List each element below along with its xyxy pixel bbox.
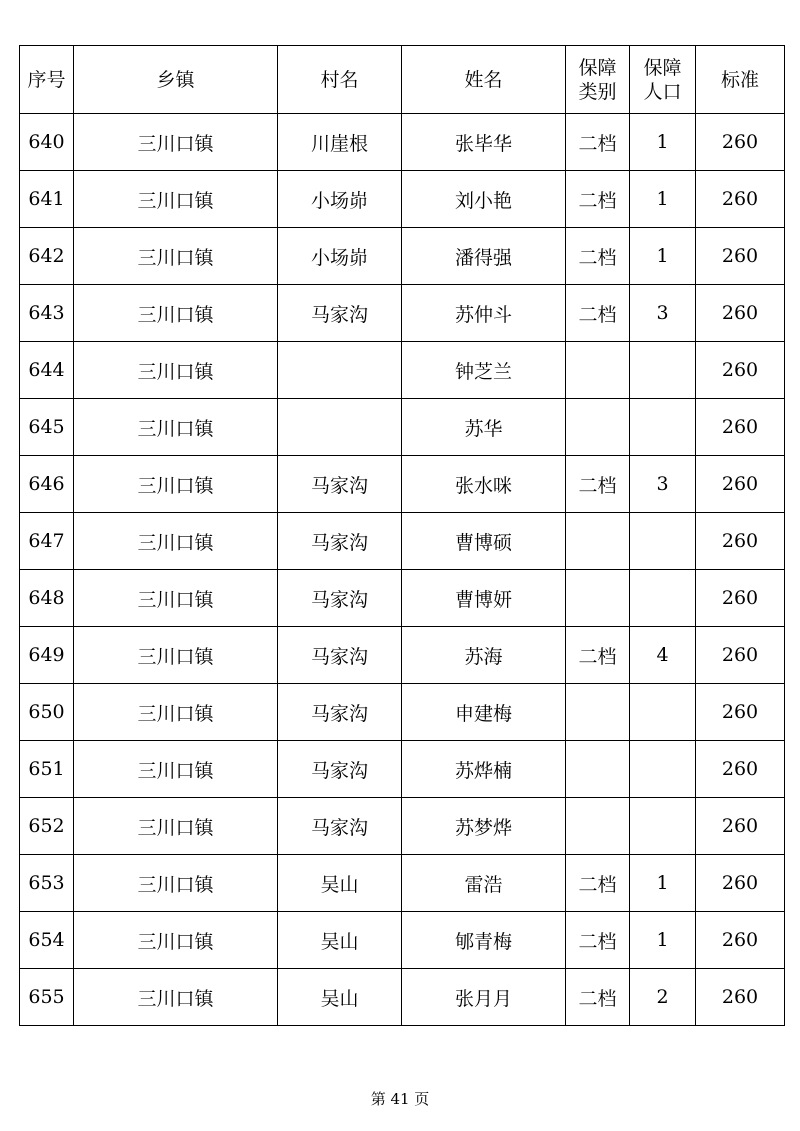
cell-category: 二档	[566, 228, 630, 285]
cell-township: 三川口镇	[74, 627, 278, 684]
cell-name: 苏华	[402, 399, 566, 456]
cell-standard: 260	[696, 684, 785, 741]
table-body	[20, 114, 785, 1026]
header-category-label: 保障类别	[578, 56, 617, 103]
cell-village: 吴山	[278, 912, 402, 969]
table-row	[20, 855, 785, 912]
cell-standard: 260	[696, 342, 785, 399]
cell-standard: 260	[696, 114, 785, 171]
cell-index: 645	[20, 399, 74, 456]
header-index: 序号	[20, 46, 74, 114]
cell-township: 三川口镇	[74, 114, 278, 171]
cell-persons: 1	[630, 114, 696, 171]
cell-standard: 260	[696, 741, 785, 798]
cell-village: 马家沟	[278, 798, 402, 855]
table-row	[20, 456, 785, 513]
cell-village: 马家沟	[278, 684, 402, 741]
cell-category: 二档	[566, 456, 630, 513]
cell-township: 三川口镇	[74, 912, 278, 969]
cell-persons	[630, 399, 696, 456]
header-row	[20, 46, 785, 114]
cell-standard: 260	[696, 456, 785, 513]
table-row	[20, 513, 785, 570]
cell-index: 643	[20, 285, 74, 342]
cell-name: 曹博硕	[402, 513, 566, 570]
cell-township: 三川口镇	[74, 399, 278, 456]
cell-standard: 260	[696, 399, 785, 456]
header-persons-label: 保障人口	[643, 56, 682, 103]
cell-village: 马家沟	[278, 570, 402, 627]
cell-standard: 260	[696, 570, 785, 627]
cell-name: 张水咪	[402, 456, 566, 513]
table-row	[20, 285, 785, 342]
cell-index: 642	[20, 228, 74, 285]
cell-category: 二档	[566, 627, 630, 684]
cell-persons: 1	[630, 228, 696, 285]
table-row	[20, 912, 785, 969]
cell-category	[566, 513, 630, 570]
cell-name: 刘小艳	[402, 171, 566, 228]
cell-township: 三川口镇	[74, 342, 278, 399]
cell-category	[566, 798, 630, 855]
cell-index: 655	[20, 969, 74, 1026]
header-township: 乡镇	[74, 46, 278, 114]
cell-name: 苏仲斗	[402, 285, 566, 342]
roster-table	[19, 45, 785, 1026]
cell-persons	[630, 684, 696, 741]
cell-standard: 260	[696, 513, 785, 570]
cell-standard: 260	[696, 285, 785, 342]
cell-category	[566, 399, 630, 456]
cell-village	[278, 342, 402, 399]
cell-category	[566, 684, 630, 741]
header-persons	[630, 46, 696, 114]
cell-persons: 1	[630, 171, 696, 228]
cell-village: 吴山	[278, 969, 402, 1026]
cell-name: 申建梅	[402, 684, 566, 741]
cell-village: 小场峁	[278, 228, 402, 285]
cell-township: 三川口镇	[74, 228, 278, 285]
header-name: 姓名	[402, 46, 566, 114]
cell-index: 646	[20, 456, 74, 513]
cell-name: 潘得强	[402, 228, 566, 285]
cell-standard: 260	[696, 969, 785, 1026]
cell-township: 三川口镇	[74, 855, 278, 912]
cell-index: 644	[20, 342, 74, 399]
cell-village	[278, 399, 402, 456]
cell-category: 二档	[566, 855, 630, 912]
cell-persons: 2	[630, 969, 696, 1026]
header-standard: 标准	[696, 46, 785, 114]
cell-township: 三川口镇	[74, 570, 278, 627]
cell-category: 二档	[566, 114, 630, 171]
cell-standard: 260	[696, 171, 785, 228]
cell-index: 650	[20, 684, 74, 741]
cell-index: 648	[20, 570, 74, 627]
cell-township: 三川口镇	[74, 513, 278, 570]
cell-category	[566, 570, 630, 627]
cell-standard: 260	[696, 228, 785, 285]
table-row	[20, 627, 785, 684]
table-row	[20, 570, 785, 627]
table-row	[20, 171, 785, 228]
cell-index: 651	[20, 741, 74, 798]
cell-standard: 260	[696, 912, 785, 969]
table-row	[20, 684, 785, 741]
cell-persons: 1	[630, 855, 696, 912]
cell-name: 苏海	[402, 627, 566, 684]
cell-index: 640	[20, 114, 74, 171]
cell-index: 649	[20, 627, 74, 684]
table-row	[20, 741, 785, 798]
table-row	[20, 399, 785, 456]
cell-township: 三川口镇	[74, 741, 278, 798]
cell-persons	[630, 798, 696, 855]
cell-category	[566, 342, 630, 399]
cell-name: 曹博妍	[402, 570, 566, 627]
cell-township: 三川口镇	[74, 456, 278, 513]
cell-persons	[630, 741, 696, 798]
cell-township: 三川口镇	[74, 285, 278, 342]
table-row	[20, 342, 785, 399]
cell-category: 二档	[566, 171, 630, 228]
cell-index: 652	[20, 798, 74, 855]
cell-category	[566, 741, 630, 798]
cell-village: 川崖根	[278, 114, 402, 171]
cell-township: 三川口镇	[74, 969, 278, 1026]
cell-village: 马家沟	[278, 627, 402, 684]
cell-village: 吴山	[278, 855, 402, 912]
cell-persons: 4	[630, 627, 696, 684]
header-category	[566, 46, 630, 114]
cell-index: 653	[20, 855, 74, 912]
cell-category: 二档	[566, 969, 630, 1026]
cell-standard: 260	[696, 798, 785, 855]
cell-persons	[630, 513, 696, 570]
cell-village: 马家沟	[278, 513, 402, 570]
cell-name: 张毕华	[402, 114, 566, 171]
cell-village: 马家沟	[278, 741, 402, 798]
cell-village: 马家沟	[278, 285, 402, 342]
cell-category: 二档	[566, 285, 630, 342]
cell-persons: 1	[630, 912, 696, 969]
cell-name: 钟芝兰	[402, 342, 566, 399]
cell-standard: 260	[696, 627, 785, 684]
cell-category: 二档	[566, 912, 630, 969]
cell-name: 苏烨楠	[402, 741, 566, 798]
header-village: 村名	[278, 46, 402, 114]
cell-index: 654	[20, 912, 74, 969]
cell-village: 马家沟	[278, 456, 402, 513]
cell-index: 647	[20, 513, 74, 570]
cell-index: 641	[20, 171, 74, 228]
cell-persons	[630, 342, 696, 399]
cell-name: 张月月	[402, 969, 566, 1026]
cell-name: 雷浩	[402, 855, 566, 912]
table-row	[20, 228, 785, 285]
cell-persons: 3	[630, 285, 696, 342]
cell-township: 三川口镇	[74, 798, 278, 855]
cell-persons: 3	[630, 456, 696, 513]
table-row	[20, 114, 785, 171]
cell-persons	[630, 570, 696, 627]
cell-township: 三川口镇	[74, 684, 278, 741]
cell-name: 苏梦烨	[402, 798, 566, 855]
cell-name: 郇青梅	[402, 912, 566, 969]
page-number: 第 41 页	[370, 1090, 430, 1108]
cell-township: 三川口镇	[74, 171, 278, 228]
cell-standard: 260	[696, 855, 785, 912]
table-row	[20, 969, 785, 1026]
cell-village: 小场峁	[278, 171, 402, 228]
table-row	[20, 798, 785, 855]
